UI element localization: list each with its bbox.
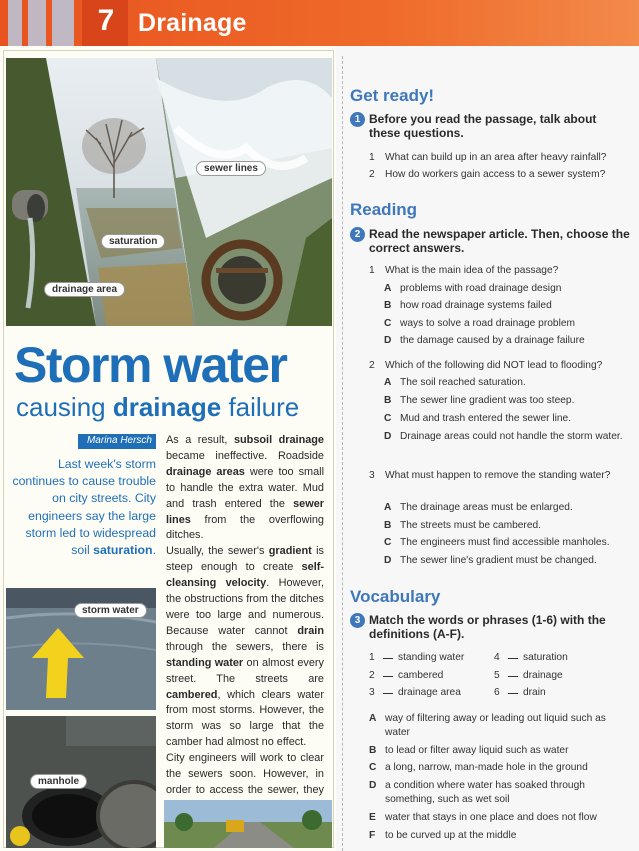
answer-option[interactable]: A The drainage areas must be enlarged. bbox=[384, 502, 573, 513]
unit-number: 7 bbox=[97, 4, 115, 37]
vocab-term[interactable]: 4 saturation bbox=[494, 652, 568, 663]
vocab-term[interactable]: 5 drainage bbox=[494, 670, 563, 681]
step-2-instruction: 2 Read the newspaper article. Then, choose the correct answers. bbox=[350, 227, 630, 255]
vocab-definition: F to be curved up at the middle bbox=[369, 830, 517, 841]
get-ready-question: 1 What can build up in an area after heavy rainfall? bbox=[369, 152, 607, 163]
answer-option[interactable]: B The streets must be cambered. bbox=[384, 520, 541, 531]
manhole-photo bbox=[6, 716, 156, 848]
reading-question-2: 2 Which of the following did NOT lead to flooding? bbox=[369, 360, 603, 371]
vocab-term[interactable]: 2 cambered bbox=[369, 670, 444, 681]
headline-subtitle: causing drainage failure bbox=[16, 392, 300, 422]
answer-option[interactable]: A The soil reached saturation. bbox=[384, 377, 526, 388]
vocab-definition: D a condition where water has soaked through something, such as wet soil bbox=[369, 780, 585, 805]
answer-blank[interactable] bbox=[383, 658, 393, 659]
answer-option[interactable]: D Drainage areas could not handle the storm water. bbox=[384, 431, 623, 442]
answer-blank[interactable] bbox=[508, 658, 518, 659]
article-byline: Marina Hersch bbox=[78, 434, 156, 449]
headline-title: Storm water bbox=[14, 337, 287, 393]
unit-title: Drainage bbox=[138, 9, 247, 37]
step-3-instruction: 3 Match the words or phrases (1-6) with the definitions (A-F). bbox=[350, 613, 630, 641]
article-headline bbox=[14, 338, 330, 422]
drainage-photo-collage bbox=[6, 58, 332, 326]
vocab-definition: C a long, narrow, man-made hole in the ground bbox=[369, 762, 588, 773]
article-paragraph-2: Usually, the sewer's gradient is steep enough to create self-cleansing velocity. However, the obstructions from the ditches were too large and numerous. Because water cannot drain through the sewers, there is standing water on almost every street. The streets are cambered, which clears water from most storms. However, the storm was so large that the camber had almost no effect. bbox=[166, 545, 324, 749]
article-lead: Last week's storm continues to cause trouble on city streets. City engineers say the large storm led to widespread soil saturation. bbox=[12, 457, 156, 558]
section-title-reading: Reading bbox=[350, 200, 418, 219]
step-1-instruction: 1 Before you read the passage, talk about these questions. bbox=[350, 112, 630, 140]
vocab-term[interactable]: 1 standing water bbox=[369, 652, 465, 663]
answer-blank[interactable] bbox=[383, 676, 393, 677]
answer-option[interactable]: D The sewer line's gradient must be changed. bbox=[384, 555, 597, 566]
article-paragraph-1: As a result, subsoil drainage became ineffective. Roadside drainage areas were too small to handle the extra water. Mud and trash entered the sewer lines from the overflowing ditches. bbox=[166, 434, 324, 542]
answer-option[interactable]: C The engineers must find accessible manholes. bbox=[384, 537, 610, 548]
unit-header bbox=[0, 0, 639, 46]
vocab-definition: A way of filtering away or leading out liquid such as water bbox=[369, 713, 606, 738]
answer-option[interactable]: B how road drainage systems failed bbox=[384, 300, 552, 311]
vocab-term[interactable]: 6 drain bbox=[494, 687, 546, 698]
tag-storm-water: storm water bbox=[74, 603, 147, 618]
tag-drainage-area: drainage area bbox=[44, 282, 125, 297]
step-number-badge: 3 bbox=[350, 613, 365, 628]
answer-option[interactable]: D the damage caused by a drainage failure bbox=[384, 335, 585, 346]
answer-blank[interactable] bbox=[508, 676, 518, 677]
tag-sewer-lines: sewer lines bbox=[196, 161, 266, 176]
vocab-definition: B to lead or filter away liquid such as water bbox=[369, 745, 569, 756]
step-number-badge: 1 bbox=[350, 112, 365, 127]
tag-saturation: saturation bbox=[101, 234, 165, 249]
storm-water-photo bbox=[6, 588, 156, 710]
answer-blank[interactable] bbox=[508, 693, 518, 694]
step-number-badge: 2 bbox=[350, 227, 365, 242]
section-title-get-ready: Get ready! bbox=[350, 86, 435, 105]
answer-option[interactable]: A problems with road drainage design bbox=[384, 283, 562, 294]
tag-manhole: manhole bbox=[30, 774, 87, 789]
reading-question-3: 3 What must happen to remove the standing water? bbox=[369, 470, 611, 481]
get-ready-question: 2 How do workers gain access to a sewer system? bbox=[369, 169, 606, 180]
answer-option[interactable]: C ways to solve a road drainage problem bbox=[384, 318, 575, 329]
road-work-photo bbox=[164, 800, 332, 848]
vocab-term[interactable]: 3 drainage area bbox=[369, 687, 461, 698]
road-work-image bbox=[164, 800, 332, 848]
article-paragraph-3: City engineers will work to clear the sewers soon. However, in order to access the sewer, they bbox=[166, 752, 324, 796]
answer-option[interactable]: C Mud and trash entered the sewer line. bbox=[384, 413, 572, 424]
answer-option[interactable]: B The sewer line gradient was too steep. bbox=[384, 395, 575, 406]
column-divider bbox=[342, 56, 343, 851]
reading-question-1: 1 What is the main idea of the passage? bbox=[369, 265, 559, 276]
vocab-definition: E water that stays in one place and does not flow bbox=[369, 812, 597, 823]
answer-blank[interactable] bbox=[383, 693, 393, 694]
section-title-vocabulary: Vocabulary bbox=[350, 587, 441, 606]
article-body bbox=[166, 433, 324, 847]
